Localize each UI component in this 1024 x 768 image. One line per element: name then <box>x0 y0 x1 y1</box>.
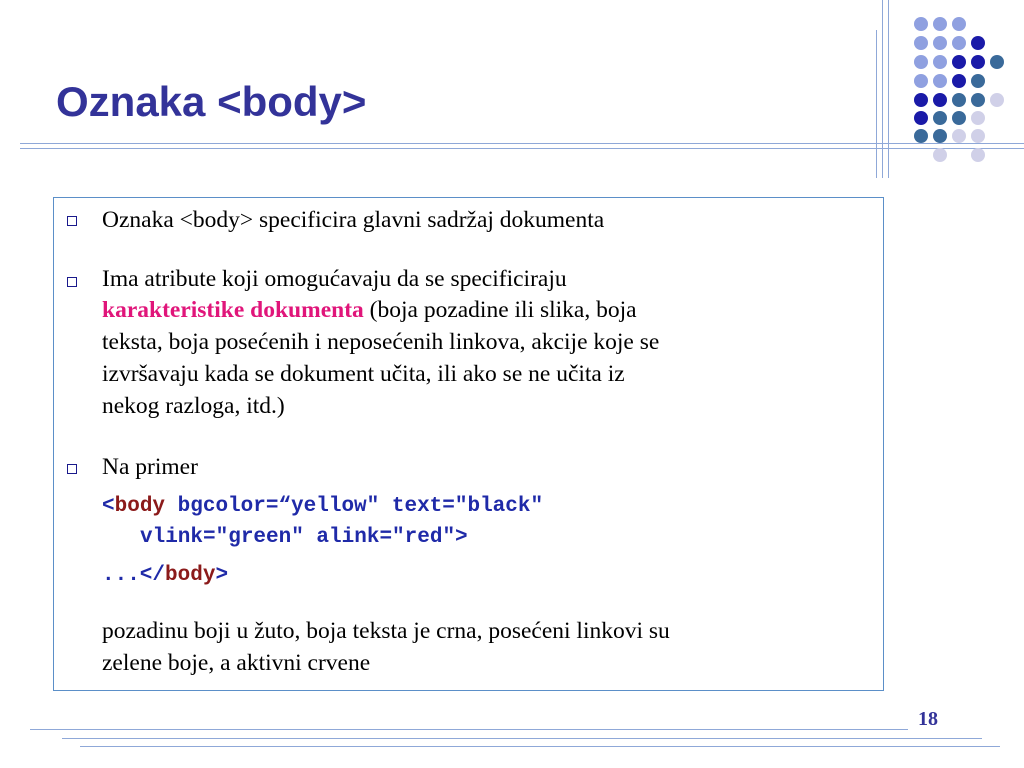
bullet-square-icon <box>67 216 77 226</box>
dot <box>952 74 966 88</box>
header-rule-1 <box>20 143 1024 144</box>
dot <box>971 148 985 162</box>
bullet-2-line-3: teksta, boja posećenih i neposećenih linkova, akcije koje se <box>102 329 660 355</box>
bullet-square-icon <box>67 464 77 474</box>
code-lt: < <box>102 495 115 518</box>
bullet-2-line-5: nekog razloga, itd.) <box>102 393 285 419</box>
highlight-text: karakteristike dokumenta <box>102 297 364 323</box>
header-rule-2 <box>20 148 1024 149</box>
slide-title: Oznaka <body> <box>56 78 367 125</box>
footer-rule-2 <box>62 738 982 739</box>
bullet-3-text: Na primer <box>102 454 198 480</box>
dot <box>914 93 928 107</box>
footer-rule-3 <box>80 746 1000 747</box>
bullet-2-line-2 <box>102 295 637 326</box>
code-tag-body: body <box>114 495 166 518</box>
dot <box>914 36 928 50</box>
dot <box>933 111 947 125</box>
dot <box>914 74 928 88</box>
bullet-2-line-2-rest: (boja pozadine ili slika, boja <box>363 297 637 323</box>
dot <box>971 36 985 50</box>
dot <box>933 148 947 162</box>
dot <box>952 129 966 143</box>
bullet-square-icon <box>67 277 77 287</box>
dot <box>971 74 985 88</box>
dot <box>933 36 947 50</box>
explanation-line-2: zelene boje, a aktivni crvene <box>102 650 371 676</box>
code-line-3-suffix: > <box>215 564 229 587</box>
page-number: 18 <box>918 708 938 730</box>
dot <box>952 36 966 50</box>
vertical-rule-2 <box>882 0 883 178</box>
dot <box>952 55 966 69</box>
dot <box>990 93 1004 107</box>
code-line-3-prefix: ...</ <box>102 564 166 587</box>
dot <box>971 111 985 125</box>
dot <box>914 55 928 69</box>
footer-rule-1 <box>30 729 908 730</box>
dot <box>952 93 966 107</box>
code-line-3 <box>102 561 228 591</box>
vertical-rule-1 <box>876 30 877 178</box>
dot <box>914 111 928 125</box>
dot <box>971 55 985 69</box>
code-tag-body-close: body <box>165 564 216 587</box>
dot <box>971 129 985 143</box>
dot <box>933 74 947 88</box>
code-line-1 <box>102 492 543 522</box>
bullet-1-text: Oznaka <body> specificira glavni sadržaj dokumenta <box>102 207 605 233</box>
vertical-rule-3 <box>888 0 889 178</box>
code-line-2: vlink="green" alink="red"> <box>140 526 468 549</box>
dot <box>952 17 966 31</box>
dot <box>914 129 928 143</box>
dot <box>952 111 966 125</box>
bullet-2-line-4: izvršavaju kada se dokument učita, ili ako se ne učita iz <box>102 361 625 387</box>
dot <box>933 129 947 143</box>
dot <box>933 17 947 31</box>
explanation-line-1: pozadinu boji u žuto, boja teksta je crna, posećeni linkovi su <box>102 618 670 644</box>
dot <box>933 93 947 107</box>
bullet-2-line-1: Ima atribute koji omogućavaju da se specificiraju <box>102 266 567 292</box>
dot <box>971 93 985 107</box>
dot <box>990 55 1004 69</box>
code-line-1-rest: bgcolor=“yellow" text="black" <box>165 495 544 518</box>
dot <box>933 55 947 69</box>
dot <box>914 17 928 31</box>
